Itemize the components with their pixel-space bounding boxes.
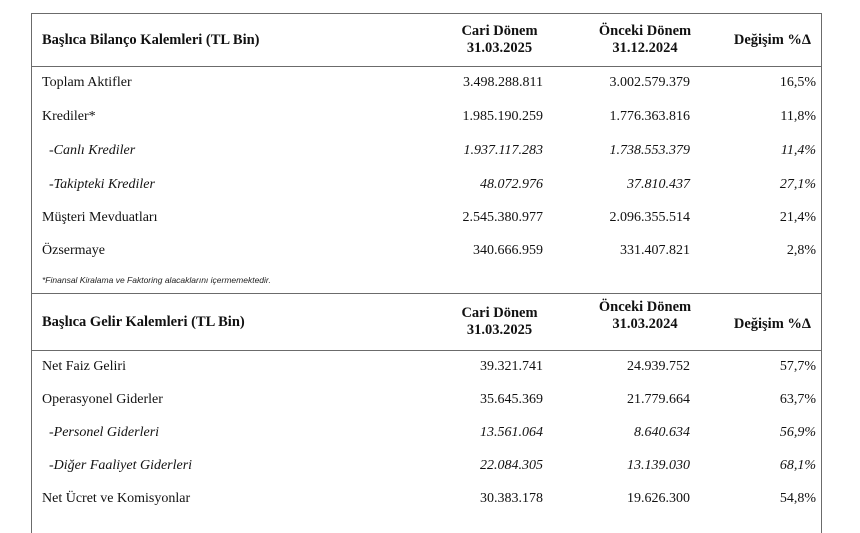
balance-col-current-date: 31.03.2025 (466, 40, 533, 56)
row-label: Operasyonel Giderler (42, 392, 163, 407)
row-change-value: 11,8% (780, 109, 816, 124)
row-current-value: 2.545.380.977 (462, 210, 543, 225)
balance-col-previous (580, 23, 710, 57)
balance-title: Başlıca Bilanço Kalemleri (TL Bin) (42, 32, 260, 48)
row-previous-value: 24.939.752 (627, 359, 690, 374)
row-previous-value: 331.407.821 (620, 243, 690, 258)
row-previous-value: 3.002.579.379 (609, 75, 690, 90)
row-previous-value: 13.139.030 (627, 458, 690, 473)
row-label: Müşteri Mevduatları (42, 210, 158, 225)
row-previous-value: 37.810.437 (627, 177, 690, 192)
row-previous-value: 8.640.634 (634, 425, 690, 440)
row-current-value: 22.084.305 (480, 458, 543, 473)
balance-col-current-label: Cari Dönem (461, 23, 538, 39)
row-current-value: 30.383.178 (480, 491, 543, 506)
row-label: Net Faiz Geliri (42, 359, 126, 374)
row-previous-value: 1.738.553.379 (609, 143, 690, 158)
table-row (32, 101, 821, 134)
table-row (32, 417, 821, 450)
balance-col-previous-label: Önceki Dönem (598, 23, 692, 39)
row-current-value: 39.321.741 (480, 359, 543, 374)
income-col-previous-date: 31.03.2024 (612, 316, 678, 332)
table-row (32, 235, 821, 268)
row-current-value: 35.645.369 (480, 392, 543, 407)
row-change-value: 68,1% (779, 458, 816, 473)
balance-col-current (437, 23, 562, 57)
balance-col-previous-date: 31.12.2024 (612, 40, 678, 56)
income-col-current (437, 305, 562, 339)
financial-table (31, 13, 822, 533)
balance-col-change: Değişim %Δ (733, 32, 811, 48)
row-change-value: 56,9% (779, 425, 816, 440)
balance-header (32, 14, 821, 66)
table-row (32, 67, 821, 100)
income-title: Başlıca Gelir Kalemleri (TL Bin) (42, 314, 245, 330)
row-label: Özsermaye (42, 243, 105, 258)
row-label: Net Ücret ve Komisyonlar (42, 491, 191, 506)
row-previous-value: 19.626.300 (627, 491, 690, 506)
footnote: *Finansal Kiralama ve Faktoring alacaklarını içermemektedir. (42, 275, 271, 285)
table-row (32, 169, 821, 202)
table-row (32, 483, 821, 516)
income-col-current-label: Cari Dönem (461, 305, 538, 321)
row-change-value: 16,5% (779, 75, 816, 90)
row-label: Krediler* (42, 109, 96, 124)
row-current-value: 48.072.976 (480, 177, 543, 192)
row-change-value: 11,4% (780, 143, 816, 158)
row-current-value: 3.498.288.811 (463, 75, 543, 90)
row-previous-value: 1.776.363.816 (609, 109, 690, 124)
income-col-previous (580, 299, 710, 333)
income-header (32, 294, 821, 350)
row-label: -Personel Giderleri (49, 425, 160, 440)
row-change-value: 21,4% (779, 210, 816, 225)
row-previous-value: 2.096.355.514 (609, 210, 690, 225)
row-label: -Takipteki Krediler (49, 177, 155, 192)
row-change-value: 57,7% (779, 359, 816, 374)
row-current-value: 1.985.190.259 (462, 109, 543, 124)
row-change-value: 63,7% (779, 392, 816, 407)
row-label: -Diğer Faaliyet Giderleri (49, 458, 193, 473)
row-change-value: 54,8% (779, 491, 816, 506)
row-current-value: 1.937.117.283 (463, 143, 543, 158)
income-col-current-date: 31.03.2025 (466, 322, 533, 338)
row-change-value: 2,8% (786, 243, 816, 258)
income-col-previous-label: Önceki Dönem (598, 299, 692, 315)
row-current-value: 340.666.959 (473, 243, 543, 258)
table-row (32, 202, 821, 235)
row-label: Toplam Aktifler (42, 75, 132, 90)
row-change-value: 27,1% (779, 177, 816, 192)
table-row (32, 135, 821, 168)
table-row (32, 450, 821, 483)
table-row (32, 351, 821, 384)
row-current-value: 13.561.064 (480, 425, 543, 440)
table-row (32, 384, 821, 417)
row-label: -Canlı Krediler (49, 143, 136, 158)
row-previous-value: 21.779.664 (627, 392, 690, 407)
income-col-change: Değişim %Δ (733, 316, 811, 332)
